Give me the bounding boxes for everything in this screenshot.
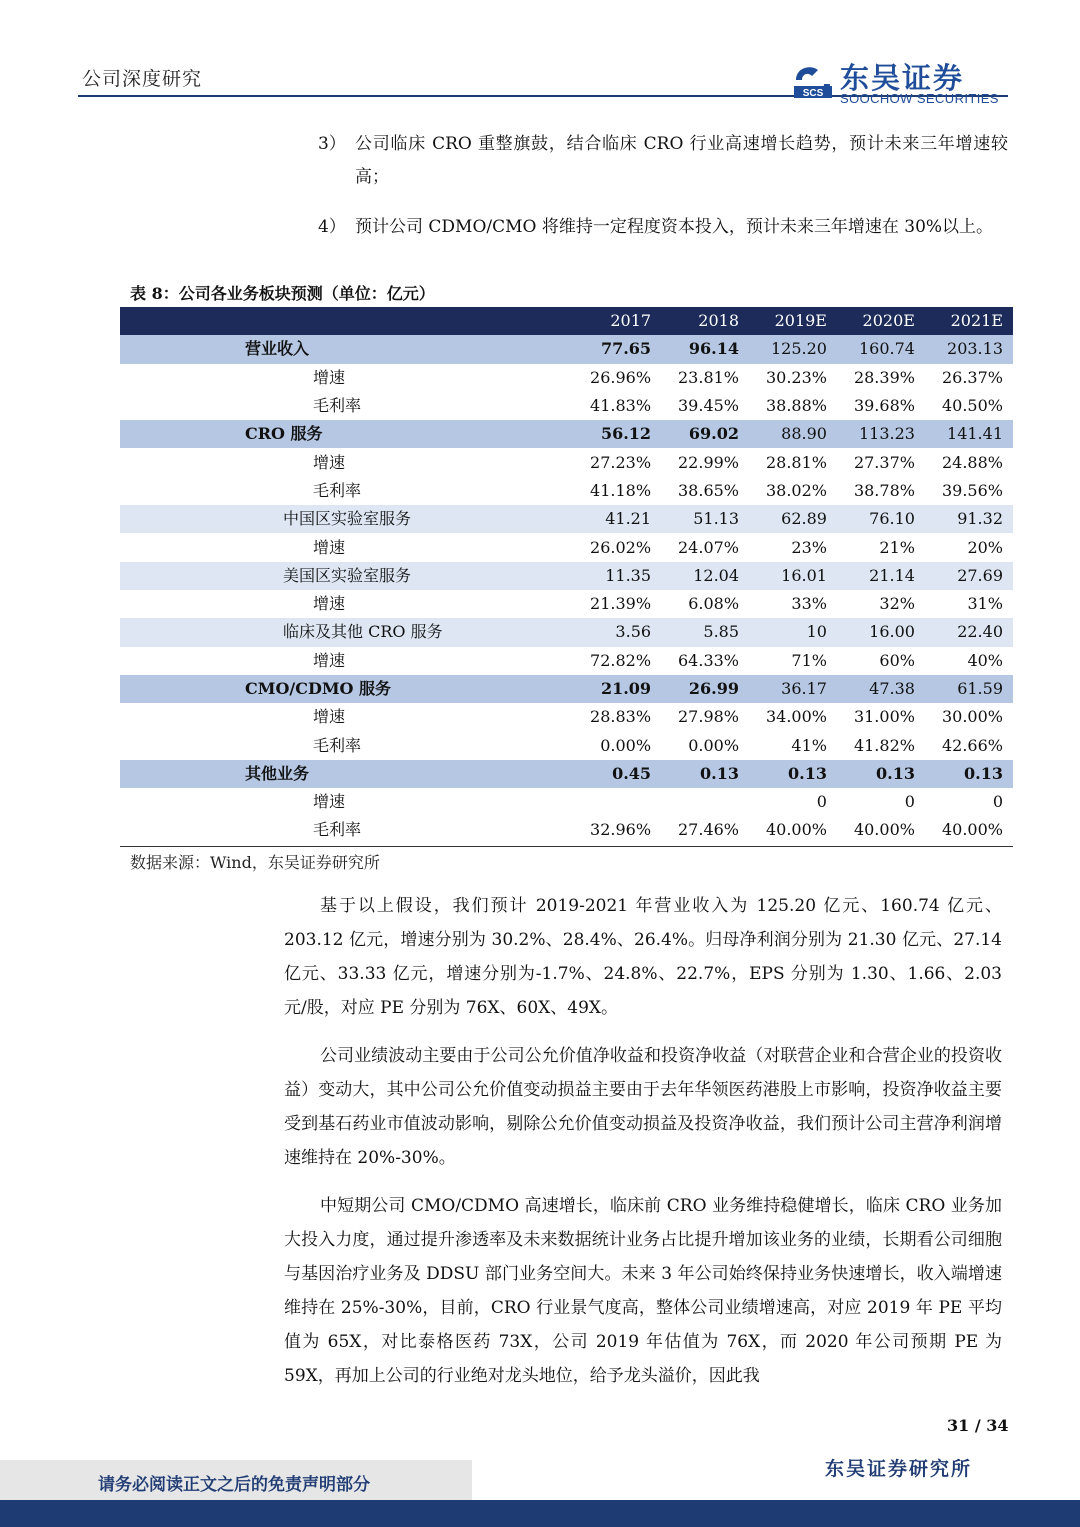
table-cell: 31% [967,594,1003,614]
table-cell: 72.82% [590,650,652,670]
table-cell: 88.90 [749,420,837,448]
table-cell: 41.21 [573,505,661,533]
table-cell [661,788,749,816]
table-cell: 10 [749,618,837,646]
table-row [120,788,1013,816]
table-cell: 24.07% [678,537,740,557]
column-header: 2019E [749,307,837,335]
table-cell: 30.23% [765,367,827,387]
table-row [120,448,1013,476]
table-cell: 38.88% [765,396,827,416]
report-type-title: 公司深度研究 [82,68,203,90]
table-cell: 27.23% [590,452,652,472]
row-label: 中国区实验室服务 [120,505,573,533]
table-cell: 0.13 [661,760,749,788]
logo-chinese-name: 东吴证券 [840,61,965,95]
table-cell: 26.02% [590,537,652,557]
assumption-3 [318,128,1008,194]
table-cell: 26.99 [661,675,749,703]
table-cell: 64.33% [678,650,740,670]
table-row [120,647,1013,675]
table-cell: 71% [791,650,827,670]
table-cell: 125.20 [749,335,837,363]
table-row [120,618,1013,646]
row-label: CMO/CDMO 服务 [120,675,573,703]
table-cell: 40.50% [941,396,1003,416]
table-bottom-border [120,846,1013,847]
row-label: 增速 [313,650,346,670]
table-row [120,562,1013,590]
table-cell: 0.00% [688,735,740,755]
table-cell: 41.83% [590,396,652,416]
footer-bar [0,1500,1080,1527]
table-cell: 69.02 [661,420,749,448]
table-cell: 47.38 [837,675,925,703]
table-cell: 20% [967,537,1003,557]
table-row [120,477,1013,505]
table-header-row [120,307,1013,335]
table-cell: 23% [791,537,827,557]
table-cell: 0 [992,792,1003,812]
table-cell: 42.66% [941,735,1003,755]
table-cell: 61.59 [925,675,1013,703]
table-cell: 27.37% [853,452,915,472]
row-label: 其他业务 [120,760,573,788]
table-cell: 12.04 [661,562,749,590]
table-row [120,760,1013,788]
row-label: 增速 [313,452,346,472]
table-row [120,590,1013,618]
logo-english-name: SOOCHOW SECURITIES [840,91,999,106]
table-cell: 141.41 [925,420,1013,448]
table-cell: 41% [791,735,827,755]
table-cell: 0.13 [925,760,1013,788]
table-cell: 21.14 [837,562,925,590]
table-cell: 41.18% [590,480,652,500]
table-cell: 28.81% [765,452,827,472]
table-row [120,420,1013,448]
table-cell: 0.45 [573,760,661,788]
row-label: 增速 [313,537,346,557]
table-row [120,533,1013,561]
row-label: 毛利率 [313,820,362,840]
row-label: 营业收入 [120,335,573,363]
row-label: 毛利率 [313,480,362,500]
table-cell: 96.14 [661,335,749,363]
table-cell: 11.35 [573,562,661,590]
table-cell: 0 [904,792,915,812]
table-cell: 21.09 [573,675,661,703]
bullet-number: 3） [318,134,346,154]
table-row [120,335,1013,363]
data-source-note: 数据来源：Wind，东吴证券研究所 [130,853,380,872]
row-label: 毛利率 [313,735,362,755]
table-cell: 32.96% [590,820,652,840]
table-cell: 3.56 [573,618,661,646]
table-cell: 21% [879,537,915,557]
table-cell: 160.74 [837,335,925,363]
table-cell: 26.96% [590,367,652,387]
table-cell: 40% [967,650,1003,670]
table-cell: 113.23 [837,420,925,448]
table-cell: 5.85 [661,618,749,646]
table-cell: 31.00% [853,707,915,727]
table-cell: 51.13 [661,505,749,533]
table-cell: 22.40 [925,618,1013,646]
table-cell: 26.37% [941,367,1003,387]
table-cell: 91.32 [925,505,1013,533]
table-cell: 33% [791,594,827,614]
table-cell: 40.00% [941,820,1003,840]
bullet-text: 公司临床 CRO 重整旗鼓，结合临床 CRO 行业高速增长趋势，预计未来三年增速较高； [355,134,1008,187]
table-cell: 0.13 [837,760,925,788]
earnings-volatility-paragraph: 公司业绩波动主要由于公司公允价值净收益和投资净收益（对联营企业和合营企业的投资收益）变动大，其中公司公允价值变动损益主要由于去年华领医药港股上市影响，投资净收益主要受到基石药业市值波动影响，剔除公允价值变动损益及投资净收益，我们预计公司主营净利润增速维持在 20%-30%。 [284,1046,1002,1168]
row-label: 美国区实验室服务 [120,562,573,590]
table-cell: 41.82% [853,735,915,755]
table-cell: 24.88% [941,452,1003,472]
table-cell: 0 [816,792,827,812]
table-cell: 16.01 [749,562,837,590]
table-caption: 表 8：公司各业务板块预测（单位：亿元） [130,284,435,303]
table-cell: 38.02% [765,480,827,500]
disclaimer-text: 请务必阅读正文之后的免责声明部分 [98,1475,370,1495]
outlook-paragraph: 中短期公司 CMO/CDMO 高速增长，临床前 CRO 业务维持稳健增长，临床 CRO 业务加大投入力度，通过提升渗透率及未来数据统计业务占比提升增加该业务的业绩，长期看公司细胞与基因治疗业务及 DDSU 部门业务空间大。未来 3 年公司始终保持业务快速增长，收入端增速维持在 25%-30%，目前，CRO 行业景气度高，整体公司业绩增速高，对应 2019 年 PE 平均值为 65X，对比泰格医药 73X，公司 2019 年估值为 76X，而 2020 年公司预期 PE 为 59X，再加上公司的行业绝对龙头地位，给予龙头溢价，因此我 [284,1196,1002,1386]
table-cell: 40.00% [765,820,827,840]
row-label: 毛利率 [313,396,362,416]
table-row [120,816,1013,844]
bullet-number: 4） [318,217,346,237]
scs-logo-icon [790,60,836,106]
table-row [120,364,1013,392]
table-cell: 39.45% [678,396,740,416]
table-cell: 77.65 [573,335,661,363]
table-cell: 62.89 [749,505,837,533]
table-cell: 38.78% [853,480,915,500]
table-cell: 28.83% [590,707,652,727]
table-cell: 56.12 [573,420,661,448]
table-cell: 16.00 [837,618,925,646]
table-cell [573,788,661,816]
row-label: 增速 [313,792,346,812]
column-header: 2017 [573,307,661,335]
row-label: 临床及其他 CRO 服务 [120,618,573,646]
row-label: CRO 服务 [120,420,573,448]
table-cell: 27.98% [678,707,740,727]
row-label: 增速 [313,367,346,387]
table-cell: 0.13 [749,760,837,788]
table-cell: 30.00% [941,707,1003,727]
table-cell: 39.56% [941,480,1003,500]
table-row [120,731,1013,759]
table-row [120,392,1013,420]
table-cell: 32% [879,594,915,614]
research-institute-name: 东吴证券研究所 [825,1458,973,1480]
table-cell: 21.39% [590,594,652,614]
company-logo [790,58,1010,110]
table-cell: 40.00% [853,820,915,840]
bullet-text: 预计公司 CDMO/CMO 将维持一定程度资本投入，预计未来三年增速在 30%以上。 [355,217,994,237]
forecast-paragraph: 基于以上假设，我们预计 2019-2021 年营业收入为 125.20 亿元、160.74 亿元、203.12 亿元，增速分别为 30.2%、28.4%、26.4%。归母净利润分别为 21.30 亿元、27.14 亿元、33.33 亿元，增速分别为-1.7%、24.8%、22.7%，EPS 分别为 1.30、1.66、2.03 元/股，对应 PE 分别为 76X、60X、49X。 [284,896,1002,1018]
column-header: 2020E [837,307,925,335]
table-cell: 0.00% [600,735,652,755]
column-header: 2021E [925,307,1013,335]
assumption-4 [318,211,1008,244]
business-forecast-table [120,307,1013,845]
table-cell: 6.08% [688,594,740,614]
table-cell: 38.65% [678,480,740,500]
table-cell: 34.00% [765,707,827,727]
column-header: 2018 [661,307,749,335]
table-cell: 39.68% [853,396,915,416]
table-row [120,675,1013,703]
column-header [120,307,573,335]
page-number: 31 / 34 [947,1416,1009,1435]
row-label: 增速 [313,594,346,614]
table-row [120,505,1013,533]
table-cell: 27.69 [925,562,1013,590]
table-cell: 27.46% [678,820,740,840]
table-cell: 76.10 [837,505,925,533]
table-cell: 28.39% [853,367,915,387]
table-row [120,703,1013,731]
logo-abbr: SCS [802,88,824,99]
table-cell: 23.81% [678,367,740,387]
table-cell: 60% [879,650,915,670]
table-cell: 203.13 [925,335,1013,363]
table-cell: 22.99% [678,452,740,472]
row-label: 增速 [313,707,346,727]
table-cell: 36.17 [749,675,837,703]
